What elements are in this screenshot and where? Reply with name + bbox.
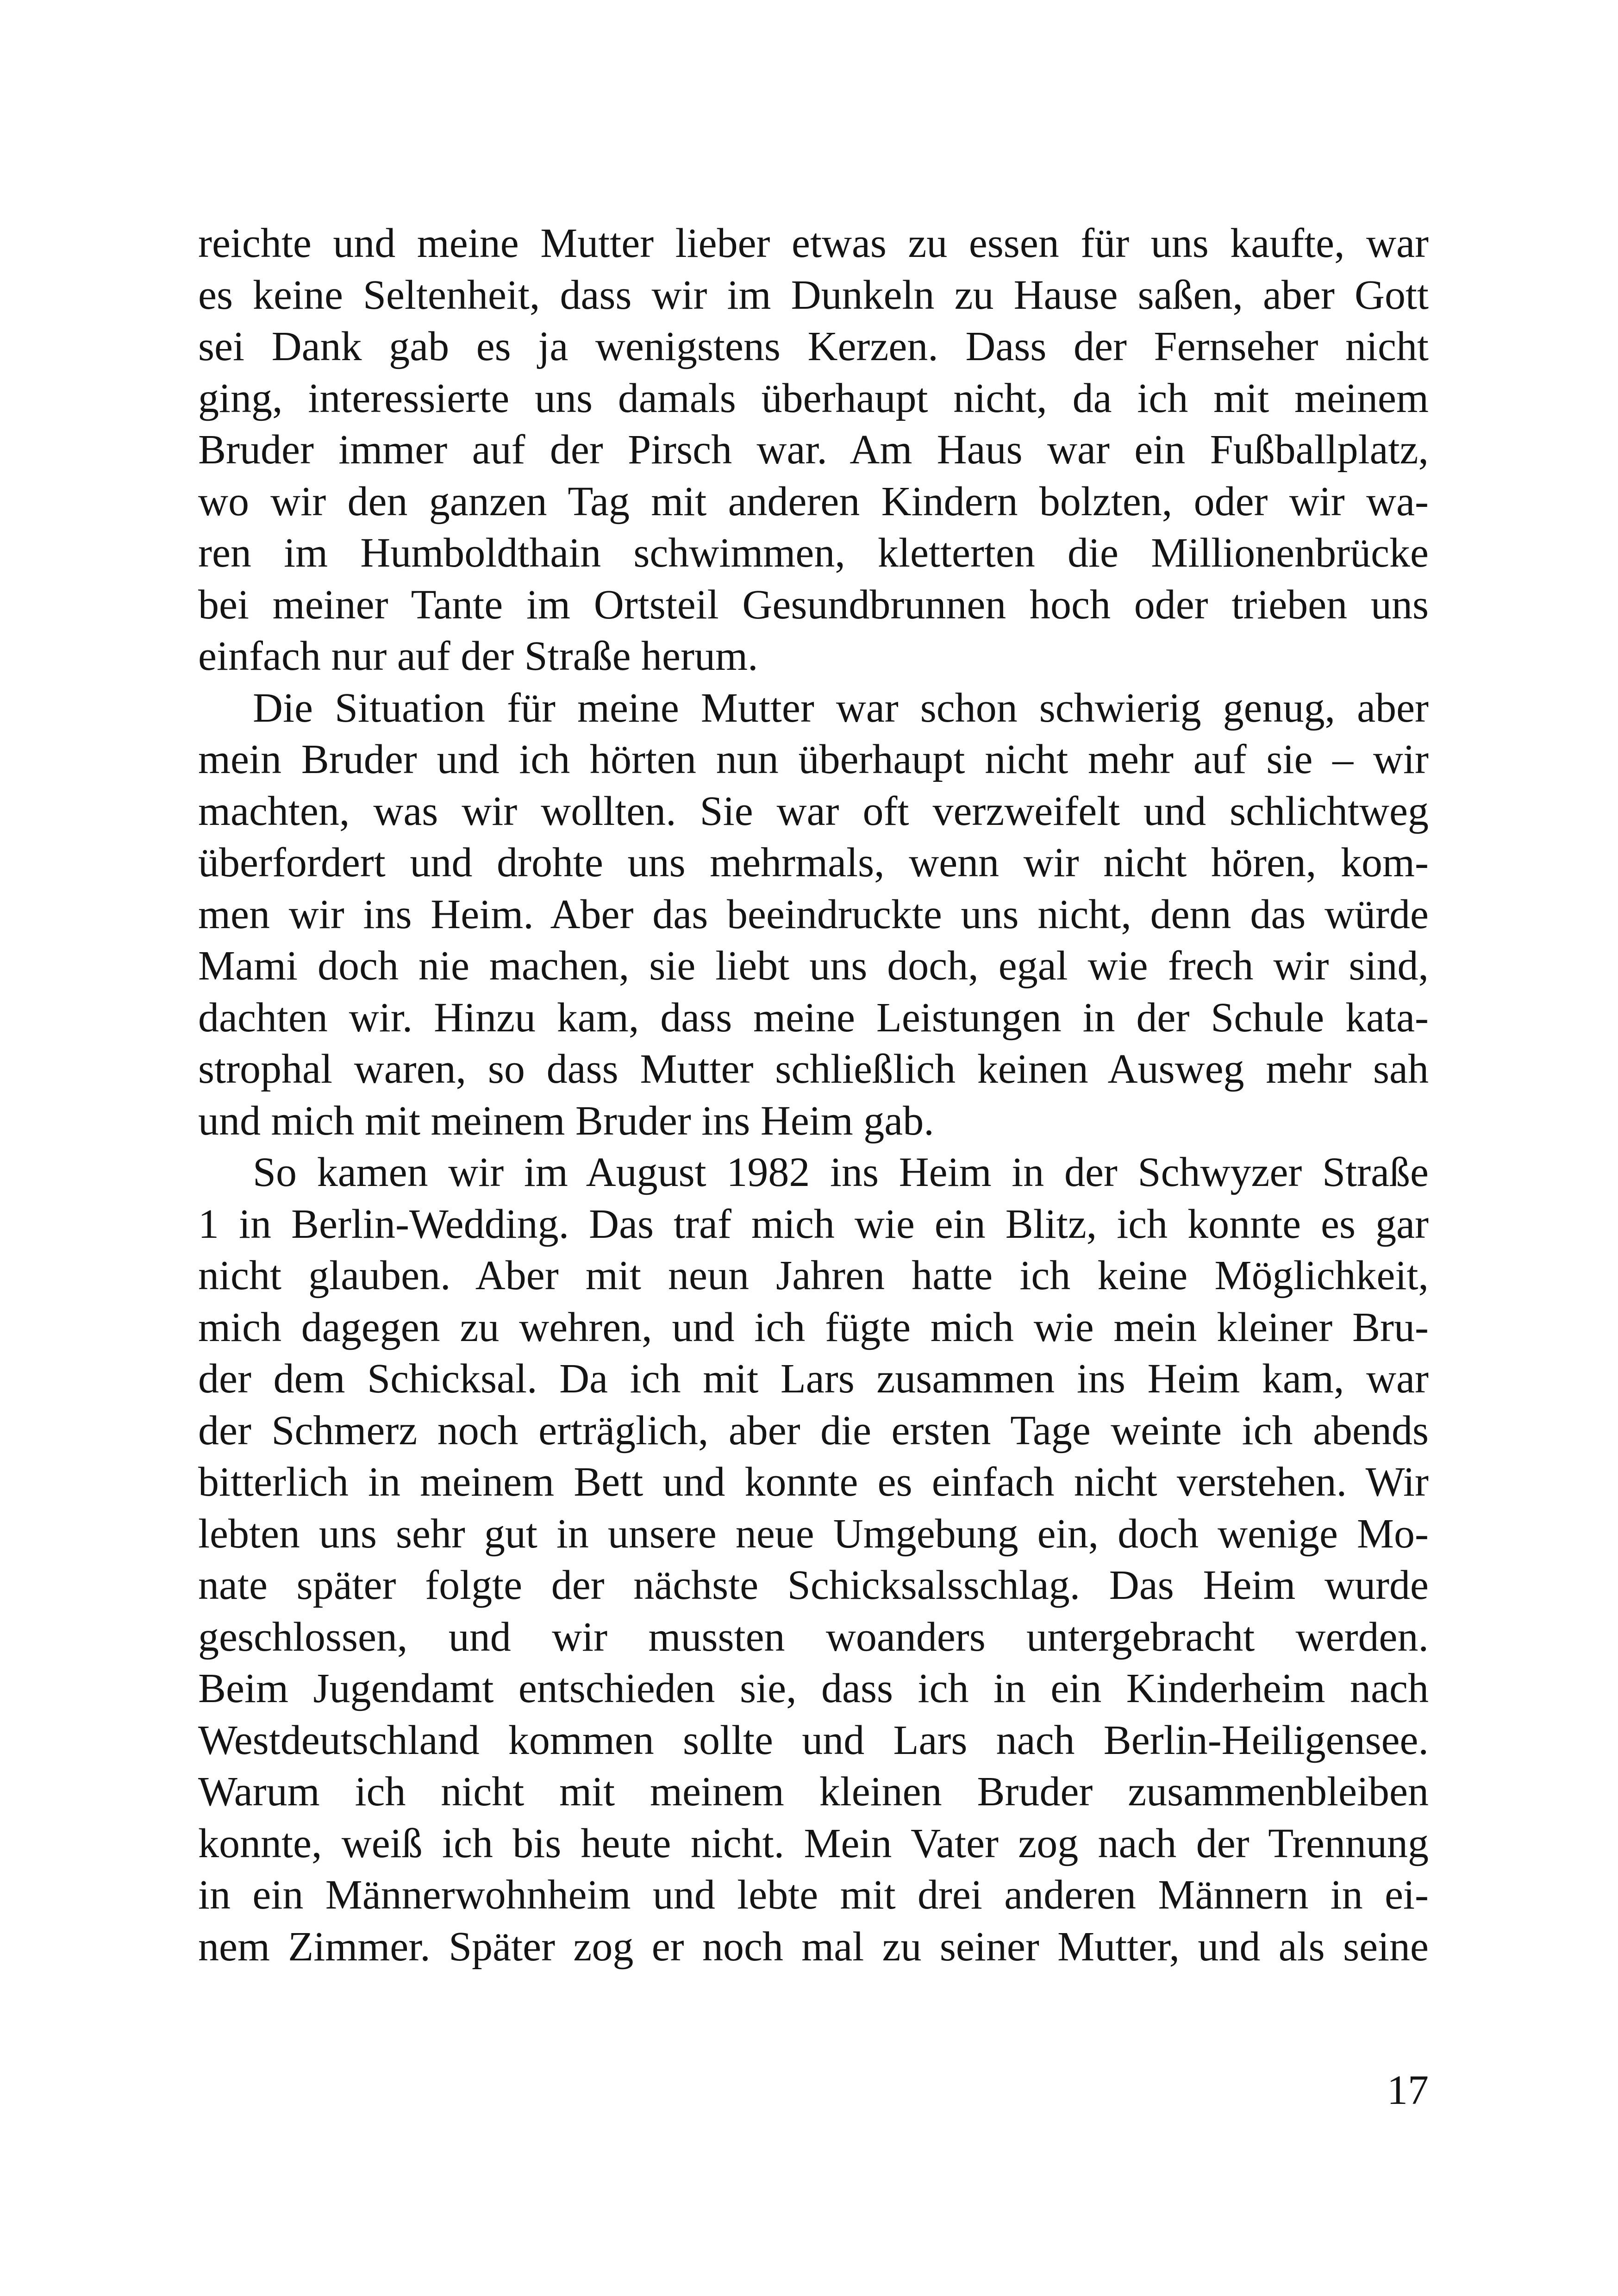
paragraph (198, 1147, 1429, 1972)
text-line: reichte und meine Mutter lieber etwas zu essen für uns kaufte, war (198, 220, 1429, 266)
text-line: lebten uns sehr gut in unsere neue Umgebung ein, doch wenige Mo- (198, 1510, 1429, 1557)
text-line: geschlossen, und wir mussten woanders untergebracht werden. (198, 1614, 1429, 1660)
text-line: mich dagegen zu wehren, und ich fügte mich wie mein kleiner Bru- (198, 1304, 1429, 1350)
text-line: bitterlich in meinem Bett und konnte es einfach nicht verstehen. Wir (198, 1459, 1429, 1505)
text-line: sei Dank gab es ja wenigstens Kerzen. Dass der Fernseher nicht (198, 324, 1429, 369)
text-line: Warum ich nicht mit meinem kleinen Bruder zusammenbleiben (198, 1769, 1429, 1815)
text-line: bei meiner Tante im Ortsteil Gesundbrunnen hoch oder trieben uns (198, 581, 1429, 628)
text-line: mein Bruder und ich hörten nun überhaupt nicht mehr auf sie – wir (198, 736, 1429, 782)
text-line: nicht glauben. Aber mit neun Jahren hatte ich keine Möglichkeit, (198, 1253, 1429, 1298)
text-line: Westdeutschland kommen sollte und Lars nach Berlin-Heiligensee. (198, 1717, 1429, 1763)
text-line: nem Zimmer. Später zog er noch mal zu seiner Mutter, und als seine (198, 1923, 1429, 1970)
text-line: der Schmerz noch erträglich, aber die ersten Tage weinte ich abends (198, 1407, 1429, 1454)
text-line: machten, was wir wollten. Sie war oft verzweifelt und schlichtweg (198, 788, 1429, 834)
page-number: 17 (1387, 2067, 1429, 2113)
text-line: und mich mit meinem Bruder ins Heim gab. (198, 1098, 934, 1144)
text-line: 1 in Berlin-Wedding. Das traf mich wie ein Blitz, ich konnte es gar (198, 1201, 1429, 1247)
paragraph (198, 682, 1429, 1147)
text-line: Beim Jugendamt entschieden sie, dass ich in ein Kinderheim nach (198, 1666, 1429, 1711)
text-line: konnte, weiß ich bis heute nicht. Mein Vater zog nach der Trennung (198, 1820, 1429, 1866)
text-line: in ein Männerwohnheim und lebte mit drei anderen Männern in ei- (198, 1872, 1429, 1918)
body-text (198, 218, 1429, 1972)
text-line: men wir ins Heim. Aber das beeindruckte uns nicht, denn das würde (198, 891, 1429, 937)
text-line: Bruder immer auf der Pirsch war. Am Haus war ein Fußballplatz, (198, 427, 1429, 473)
text-line: So kamen wir im August 1982 ins Heim in der Schwyzer Straße (253, 1149, 1429, 1195)
text-line: Mami doch nie machen, sie liebt uns doch, egal wie frech wir sind, (198, 943, 1429, 989)
text-line: strophal waren, so dass Mutter schließlich keinen Ausweg mehr sah (198, 1046, 1429, 1092)
text-line: überfordert und drohte uns mehrmals, wenn wir nicht hören, kom- (198, 840, 1429, 886)
text-line: nate später folgte der nächste Schicksalsschlag. Das Heim wurde (198, 1562, 1429, 1608)
text-line: Die Situation für meine Mutter war schon schwierig genug, aber (253, 685, 1429, 731)
text-line: dachten wir. Hinzu kam, dass meine Leistungen in der Schule kata- (198, 994, 1429, 1041)
text-line: es keine Seltenheit, dass wir im Dunkeln zu Hause saßen, aber Gott (198, 272, 1429, 318)
text-line: einfach nur auf der Straße herum. (198, 633, 758, 679)
text-line: wo wir den ganzen Tag mit anderen Kindern bolzten, oder wir wa- (198, 478, 1429, 524)
text-line: der dem Schicksal. Da ich mit Lars zusammen ins Heim kam, war (198, 1356, 1429, 1402)
text-line: ren im Humboldthain schwimmen, kletterten die Millionenbrücke (198, 530, 1429, 576)
paragraph (198, 218, 1429, 682)
text-line: ging, interessierte uns damals überhaupt nicht, da ich mit meinem (198, 375, 1429, 421)
